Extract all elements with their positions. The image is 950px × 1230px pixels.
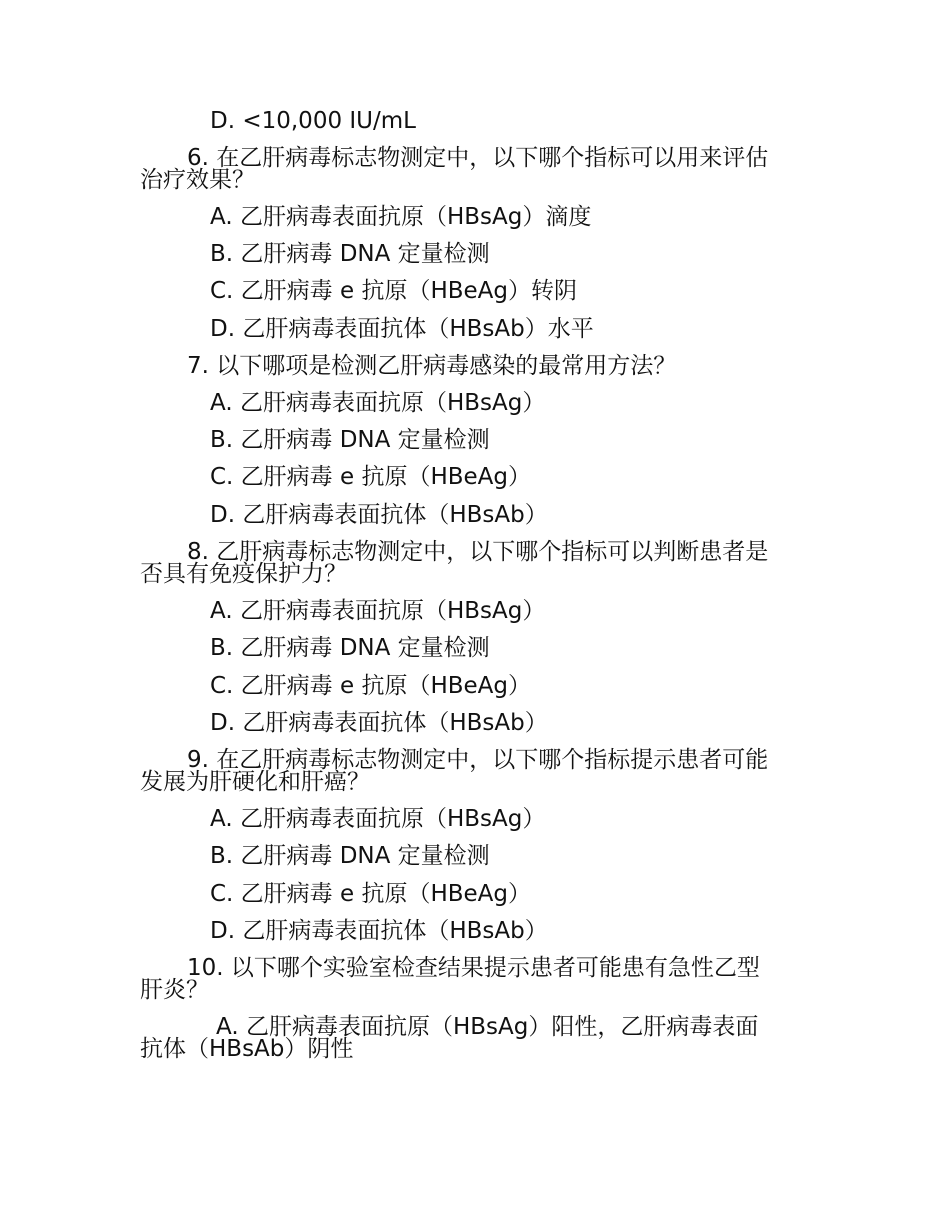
question-8: 8. 乙肝病毒标志物测定中，以下哪个指标可以判断患者是: [187, 539, 769, 565]
option-7b: B. 乙肝病毒 DNA 定量检测: [210, 427, 490, 453]
question-9: 9. 在乙肝病毒标志物测定中，以下哪个指标提示患者可能: [187, 747, 769, 773]
option-10a-continued: 抗体（HBsAb）阴性: [140, 1036, 354, 1062]
option-9a: A. 乙肝病毒表面抗原（HBsAg）: [210, 806, 546, 832]
question-10: 10. 以下哪个实验室检查结果提示患者可能患有急性乙型: [187, 955, 760, 981]
option-9d: D. 乙肝病毒表面抗体（HBsAb）: [210, 918, 548, 944]
question-10-continued: 肝炎？: [140, 977, 209, 1003]
question-8-continued: 否具有免疫保护力？: [140, 561, 347, 587]
option-6c: C. 乙肝病毒 e 抗原（HBeAg）转阴: [210, 278, 578, 304]
option-8a: A. 乙肝病毒表面抗原（HBsAg）: [210, 598, 546, 624]
option-9b: B. 乙肝病毒 DNA 定量检测: [210, 843, 490, 869]
option-5d: D. <10,000 IU/mL: [210, 108, 416, 134]
question-6: 6. 在乙肝病毒标志物测定中，以下哪个指标可以用来评估: [187, 145, 769, 171]
option-10a: A. 乙肝病毒表面抗原（HBsAg）阳性，乙肝病毒表面: [216, 1014, 759, 1040]
option-7a: A. 乙肝病毒表面抗原（HBsAg）: [210, 390, 546, 416]
option-6a: A. 乙肝病毒表面抗原（HBsAg）滴度: [210, 204, 592, 230]
option-7c: C. 乙肝病毒 e 抗原（HBeAg）: [210, 464, 532, 490]
question-6-continued: 治疗效果？: [140, 167, 255, 193]
question-7: 7. 以下哪项是检测乙肝病毒感染的最常用方法？: [187, 353, 677, 379]
option-6b: B. 乙肝病毒 DNA 定量检测: [210, 241, 490, 267]
option-8b: B. 乙肝病毒 DNA 定量检测: [210, 635, 490, 661]
option-8d: D. 乙肝病毒表面抗体（HBsAb）: [210, 710, 548, 736]
question-9-continued: 发展为肝硬化和肝癌？: [140, 769, 370, 795]
option-6d: D. 乙肝病毒表面抗体（HBsAb）水平: [210, 316, 594, 342]
option-8c: C. 乙肝病毒 e 抗原（HBeAg）: [210, 673, 532, 699]
option-9c: C. 乙肝病毒 e 抗原（HBeAg）: [210, 881, 532, 907]
option-7d: D. 乙肝病毒表面抗体（HBsAb）: [210, 502, 548, 528]
